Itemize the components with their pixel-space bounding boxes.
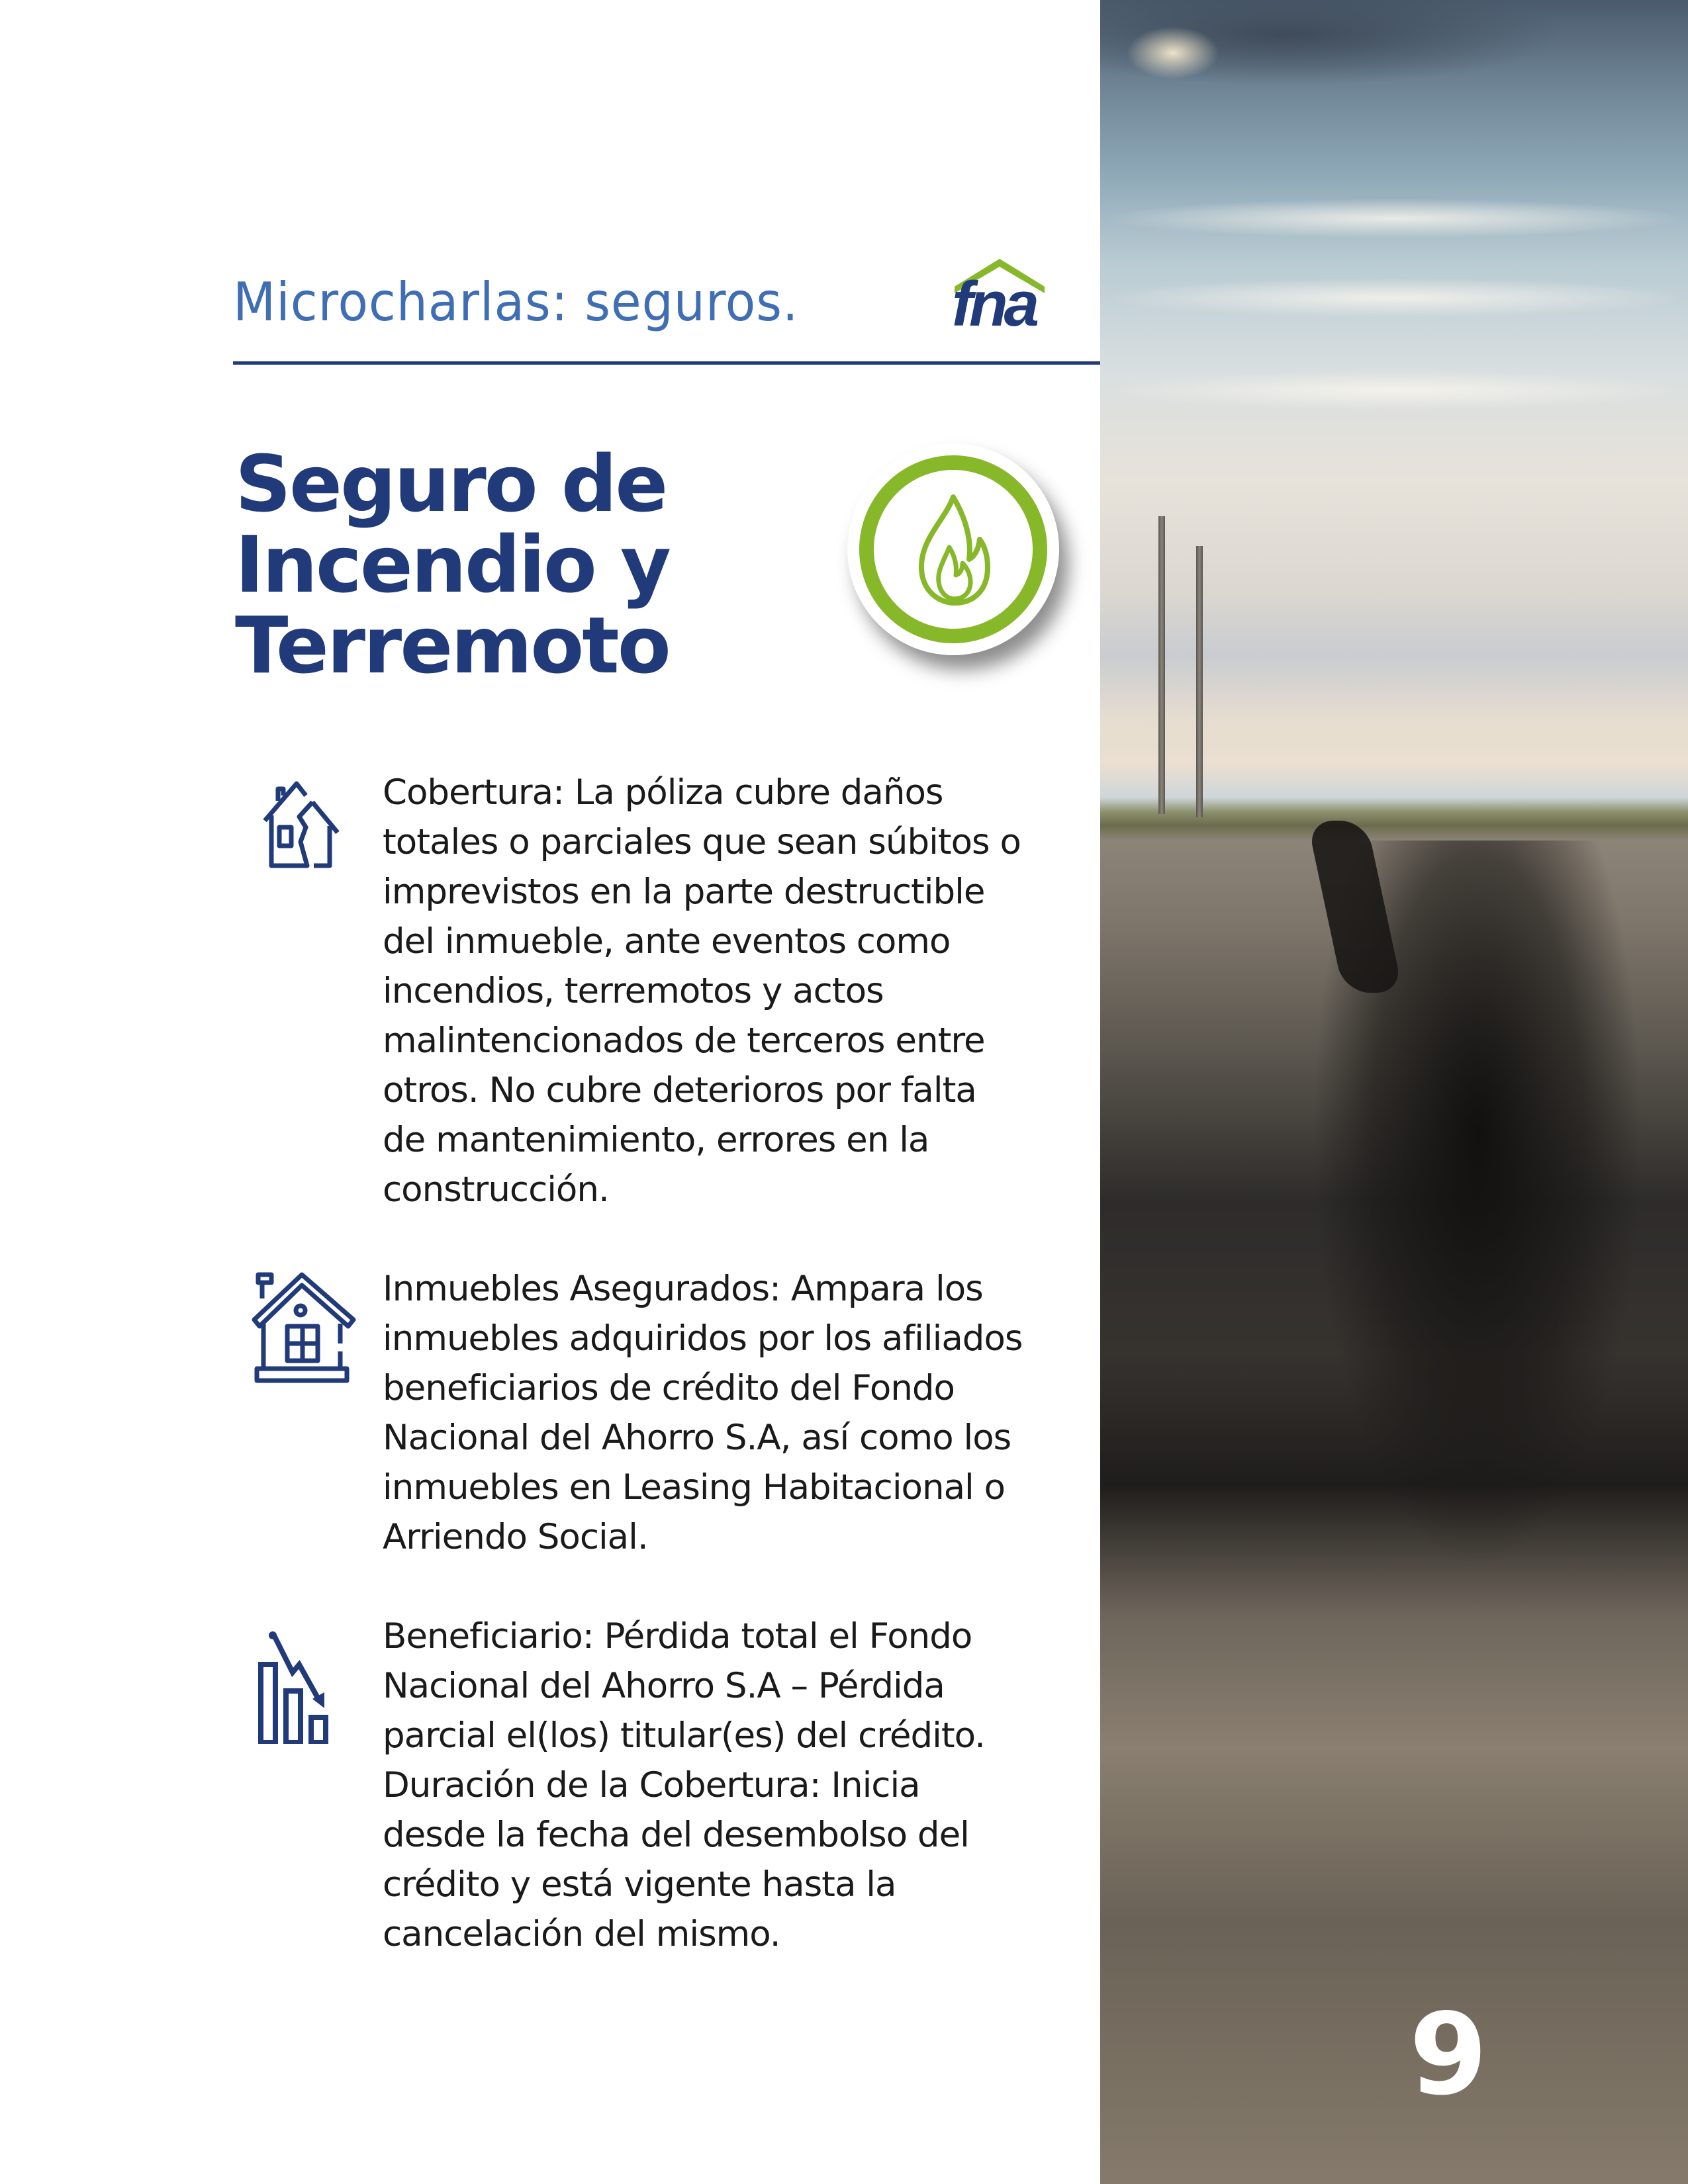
text-line: Duración de la Cobertura: Inicia xyxy=(383,1765,920,1805)
text-line: inmuebles en Leasing Habitacional o xyxy=(383,1467,1006,1508)
declining-chart-icon xyxy=(258,1631,357,1744)
page-title-line: Incendio y xyxy=(235,519,669,610)
text-line: otros. No cubre deterioros por falta xyxy=(383,1070,976,1111)
text-line: totales o parciales que sean súbitos o xyxy=(383,822,1021,862)
text-line: construcción. xyxy=(383,1169,609,1210)
text-line: del inmueble, ante eventos como xyxy=(383,921,951,962)
cracked-house-icon xyxy=(258,781,351,874)
text-line: malintencionados de terceros entre xyxy=(383,1021,985,1061)
text-line: inmuebles adquiridos por los afiliados xyxy=(383,1318,1023,1359)
text-line: parcial el(los) titular(es) del crédito. xyxy=(383,1715,985,1756)
photo-pole xyxy=(1158,516,1165,814)
coverage-text xyxy=(383,768,1045,1214)
fire-badge xyxy=(847,443,1059,655)
text-line: Cobertura: La póliza cubre daños xyxy=(383,772,943,813)
text-line: desde la fecha del desembolso del xyxy=(383,1815,969,1855)
text-line: incendios, terremotos y actos xyxy=(383,971,884,1011)
photo-sun xyxy=(1127,26,1219,79)
page-number: 9 xyxy=(1409,1989,1488,2120)
cracked-road-photo xyxy=(1100,0,1688,2184)
page-title-line: Terremoto xyxy=(235,600,669,691)
text-line: de mantenimiento, errores en la xyxy=(383,1120,929,1160)
text-line: crédito y está vigente hasta la xyxy=(383,1864,896,1905)
beneficiary-text xyxy=(383,1612,1045,1959)
photo-cloud xyxy=(1100,278,1688,318)
header-title: Microcharlas: seguros. xyxy=(233,271,799,333)
photo-cloud xyxy=(1100,371,1688,410)
text-line: cancelación del mismo. xyxy=(383,1914,780,1954)
photo-crack xyxy=(1312,841,1643,1569)
header-divider xyxy=(233,361,1100,365)
insured-properties-text xyxy=(383,1264,1045,1562)
text-line: Nacional del Ahorro S.A – Pérdida xyxy=(383,1666,945,1706)
text-line: Inmuebles Asegurados: Ampara los xyxy=(383,1269,983,1309)
house-icon xyxy=(252,1271,357,1383)
text-line: Arriendo Social. xyxy=(383,1517,648,1557)
page-title xyxy=(235,438,669,691)
text-line: Nacional del Ahorro S.A, así como los xyxy=(383,1418,1011,1458)
photo-cloud xyxy=(1100,199,1688,238)
photo-pole xyxy=(1196,546,1203,817)
text-line: imprevistos en la parte destructible xyxy=(383,872,985,912)
logo-text: fna xyxy=(952,269,1035,340)
fire-icon xyxy=(907,493,1000,606)
text-line: beneficiarios de crédito del Fondo xyxy=(383,1368,955,1408)
page-title-line: Seguro de xyxy=(235,438,667,529)
fna-logo xyxy=(947,255,1053,341)
text-line: Beneficiario: Pérdida total el Fondo xyxy=(383,1616,972,1657)
